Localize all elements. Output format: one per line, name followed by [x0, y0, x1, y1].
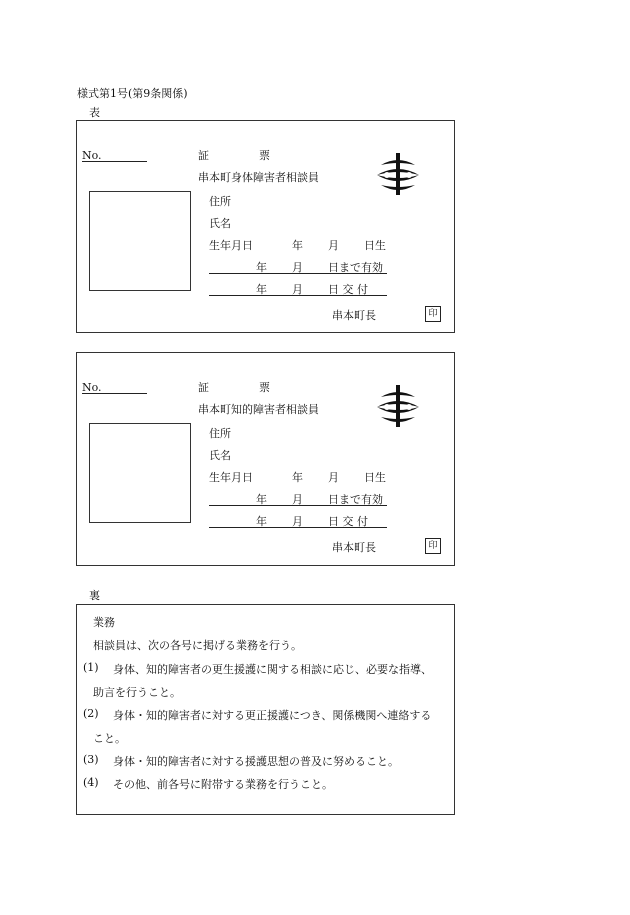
- mayor-label: 串本町長: [332, 309, 376, 322]
- id-card-intellectual: [76, 352, 455, 566]
- birth-year-label: 年: [292, 471, 303, 484]
- valid-year-label: 年: [256, 493, 267, 506]
- card-number-label: No.: [82, 149, 102, 162]
- duty-text-cont: 助言を行うこと。: [93, 686, 181, 699]
- seal-mark: 印: [425, 538, 441, 554]
- card-back-duties: [76, 604, 455, 815]
- birth-day-label: 日生: [364, 471, 386, 484]
- form-title: 様式第1号(第9条関係): [77, 87, 188, 100]
- duty-text: 身体、知的障害者の更生援護に関する相談に応じ、必要な指導、: [113, 663, 432, 676]
- valid-day-label: 日まで有効: [328, 493, 383, 506]
- issue-year-label: 年: [256, 515, 267, 528]
- back-label: 裏: [89, 589, 100, 602]
- card-title-left: 証: [198, 381, 209, 394]
- seal-mark: 印: [425, 306, 441, 322]
- card-title-left: 証: [198, 149, 209, 162]
- card-number-line: [82, 161, 147, 162]
- card-title-right: 票: [259, 381, 270, 394]
- duty-number: (4): [83, 776, 99, 789]
- issue-day-label: 日 交 付: [328, 283, 368, 296]
- card-number-line: [82, 393, 147, 394]
- issue-month-label: 月: [292, 283, 303, 296]
- valid-until-line: [209, 273, 387, 274]
- duty-text: その他、前各号に附帯する業務を行うこと。: [113, 778, 333, 791]
- front-label: 表: [89, 106, 100, 119]
- duties-heading: 業務: [93, 616, 115, 629]
- card-title: [198, 379, 270, 395]
- birthdate-label: 生年月日: [209, 239, 253, 252]
- id-card-physical: [76, 120, 455, 333]
- address-label: 住所: [209, 427, 231, 440]
- town-emblem-icon: [375, 151, 421, 197]
- valid-day-label: 日まで有効: [328, 261, 383, 274]
- valid-until-line: [209, 505, 387, 506]
- valid-year-label: 年: [256, 261, 267, 274]
- duties-intro: 相談員は、次の各号に掲げる業務を行う。: [93, 639, 302, 652]
- duty-text: 身体・知的障害者に対する更正援護につき、関係機関へ連絡する: [113, 709, 432, 722]
- birthdate-label: 生年月日: [209, 471, 253, 484]
- photo-box: [89, 191, 191, 291]
- valid-month-label: 月: [292, 261, 303, 274]
- valid-month-label: 月: [292, 493, 303, 506]
- photo-box: [89, 423, 191, 523]
- name-label: 氏名: [209, 217, 231, 230]
- birth-month-label: 月: [328, 239, 339, 252]
- town-emblem-icon: [375, 383, 421, 429]
- duty-number: (1): [83, 661, 99, 674]
- birth-day-label: 日生: [364, 239, 386, 252]
- issue-month-label: 月: [292, 515, 303, 528]
- birth-year-label: 年: [292, 239, 303, 252]
- issue-day-label: 日 交 付: [328, 515, 368, 528]
- issue-year-label: 年: [256, 283, 267, 296]
- issue-date-line: [209, 295, 387, 296]
- card-number-label: No.: [82, 381, 102, 394]
- birthdate-row: [209, 469, 389, 485]
- card-role: 串本町知的障害者相談員: [198, 403, 319, 416]
- card-title: [198, 147, 270, 163]
- birthdate-row: [209, 237, 389, 253]
- address-label: 住所: [209, 195, 231, 208]
- birth-month-label: 月: [328, 471, 339, 484]
- card-role: 串本町身体障害者相談員: [198, 171, 319, 184]
- duty-text-cont: こと。: [93, 732, 126, 745]
- card-title-right: 票: [259, 149, 270, 162]
- mayor-label: 串本町長: [332, 541, 376, 554]
- duty-number: (2): [83, 707, 99, 720]
- issue-date-line: [209, 527, 387, 528]
- duty-number: (3): [83, 753, 99, 766]
- duty-text: 身体・知的障害者に対する援護思想の普及に努めること。: [113, 755, 399, 768]
- name-label: 氏名: [209, 449, 231, 462]
